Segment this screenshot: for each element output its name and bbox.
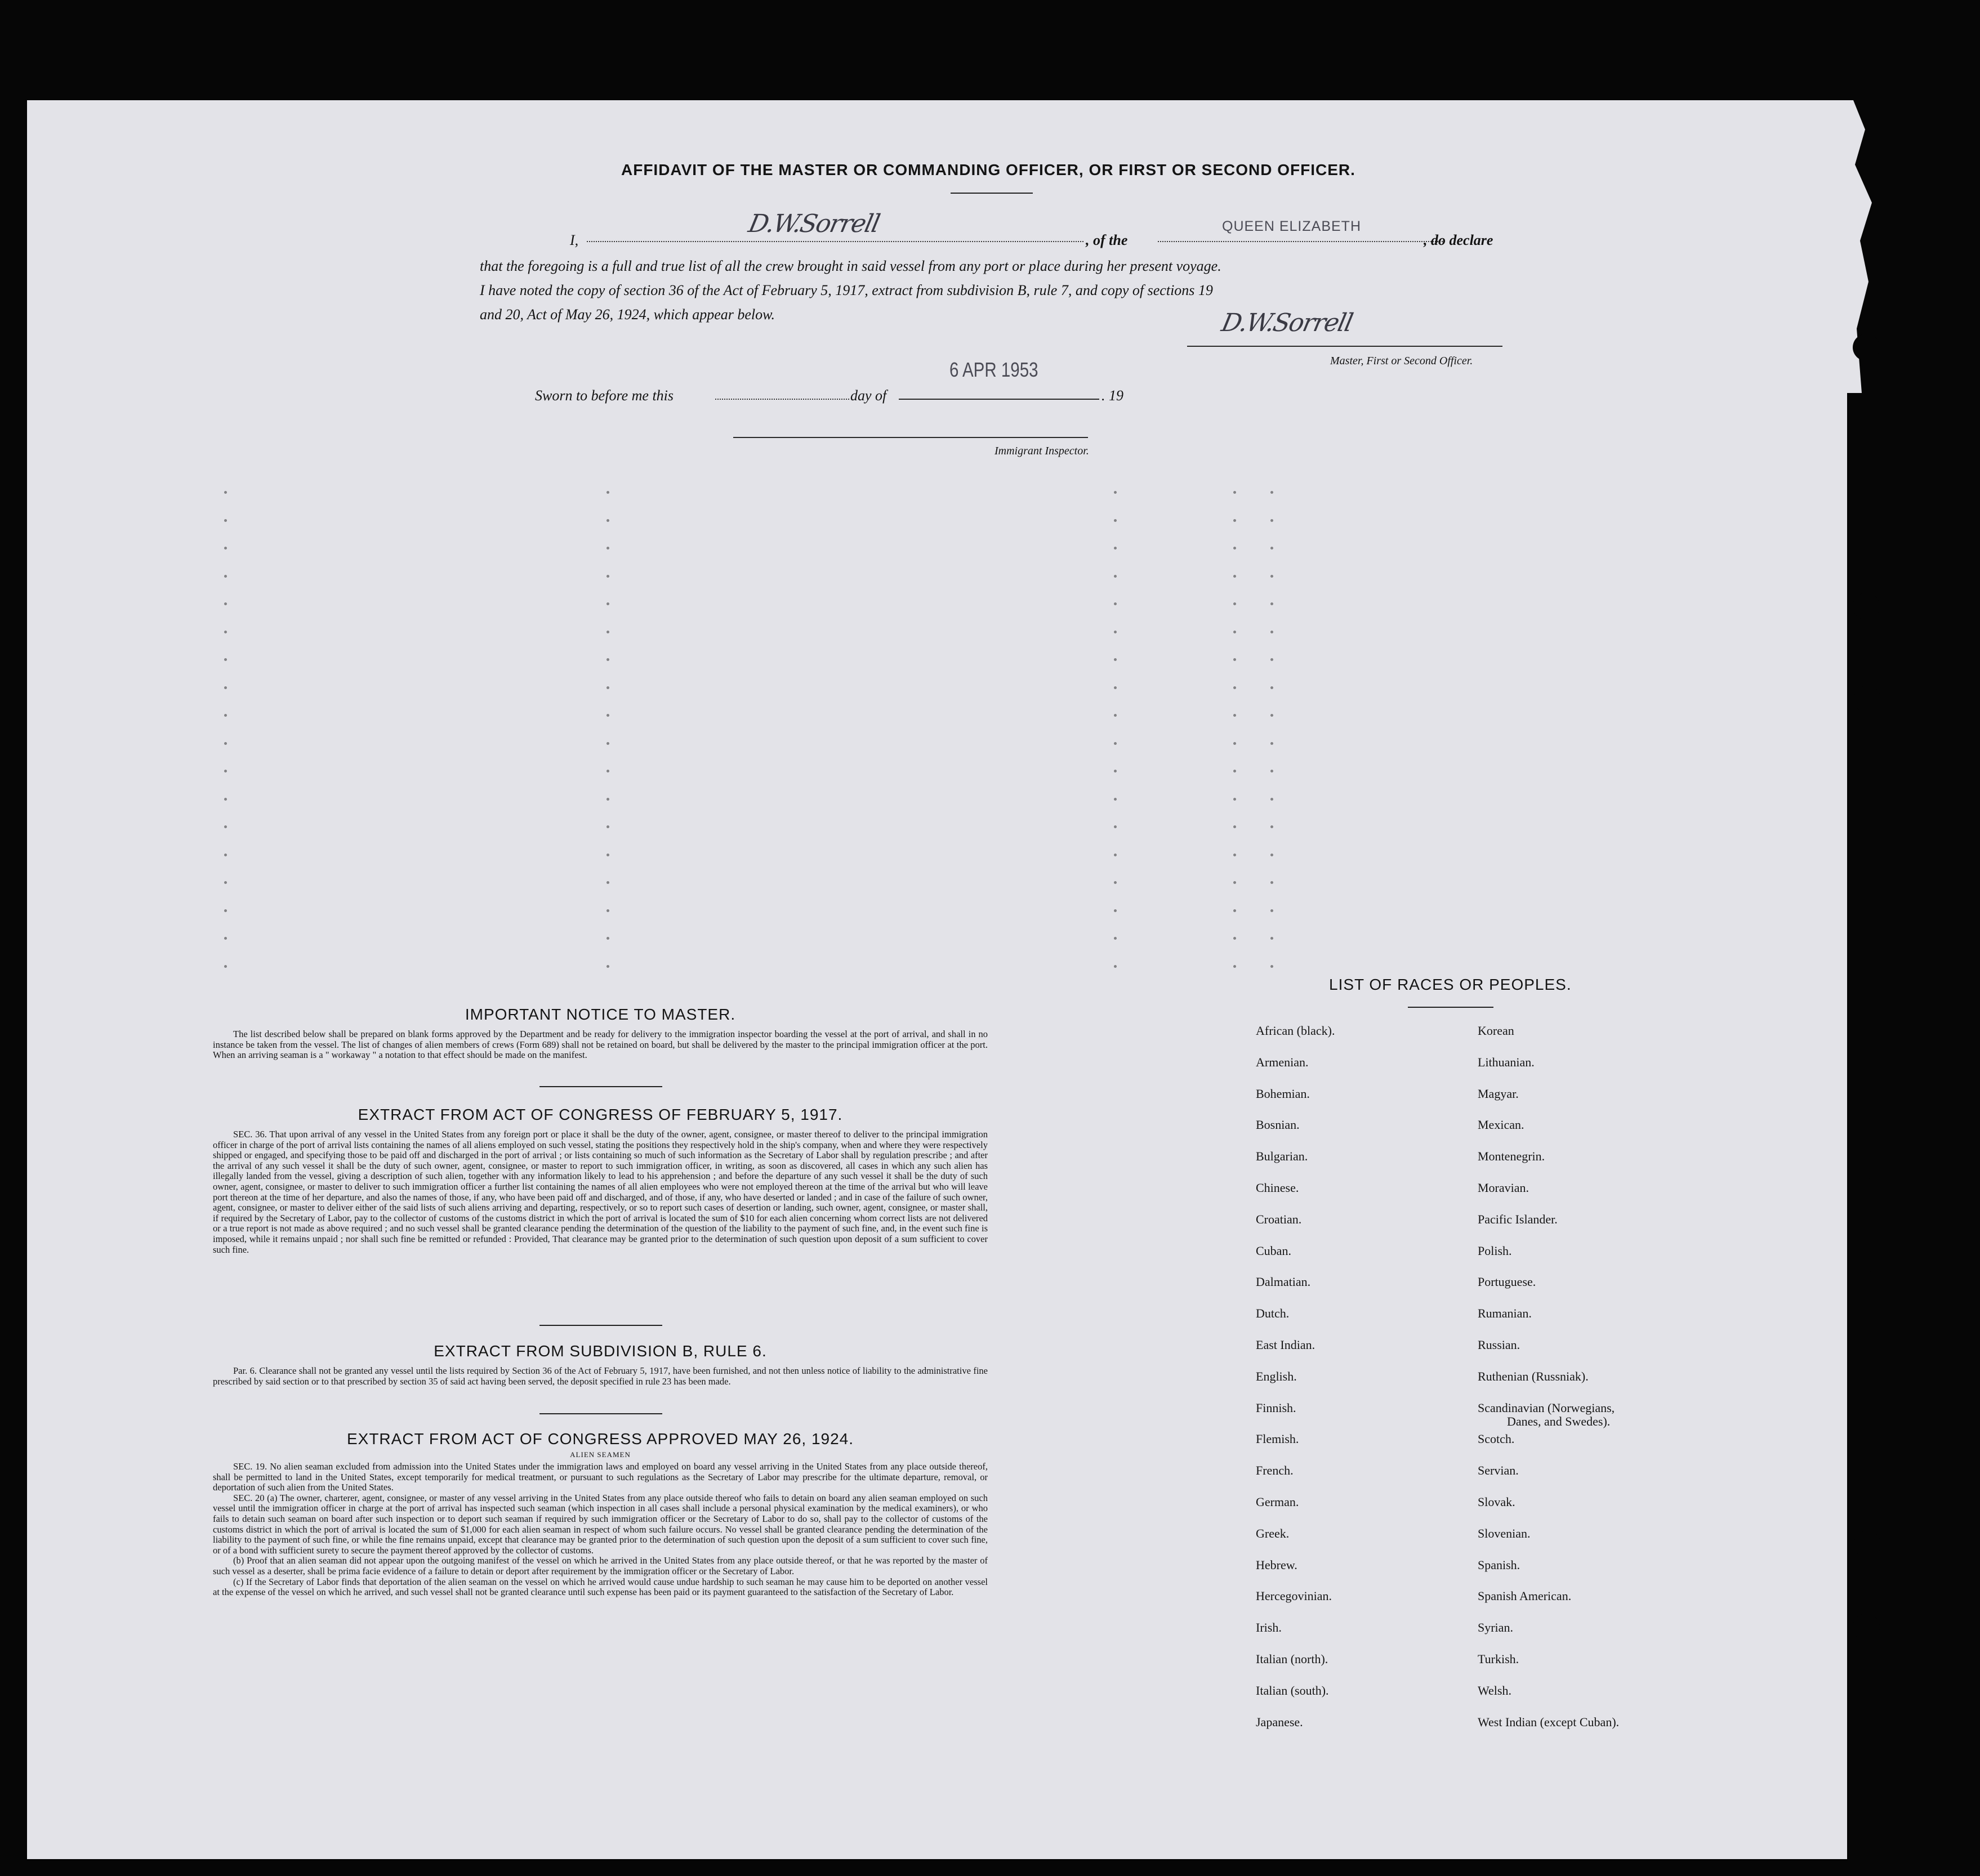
affidavit-line-4: and 20, Act of May 26, 1924, which appear below.: [480, 306, 775, 323]
faint-dot: [1233, 631, 1236, 633]
faint-dot: [1233, 854, 1236, 856]
extract-1917-text: [213, 1129, 988, 1255]
faint-dot: [1233, 798, 1236, 801]
faint-dot: [1233, 547, 1236, 550]
faint-dot: [224, 770, 227, 772]
faint-dot: [1270, 798, 1273, 801]
signature-name: D.W.Sorrell: [746, 209, 882, 238]
sec20b-paragraph: (b) Proof that an alien seaman did not appear upon the outgoing manifest of the vessel on which he arrived in the United States from any place outside thereof, or that he was reported by the master of such vessel as a deserter, shall be prima facie evidence of a failure to detain or deport after requirement by the immigration officer or the Secretary of Labor.: [213, 1555, 988, 1576]
race-item: Pacific Islander.: [1478, 1212, 1558, 1226]
faint-dot: [607, 686, 609, 689]
race-item: German.: [1256, 1495, 1299, 1509]
race-item: Scandinavian (Norwegians,: [1478, 1401, 1615, 1415]
race-item: Scotch.: [1478, 1432, 1515, 1446]
race-item: Turkish.: [1478, 1652, 1519, 1666]
race-item: Ruthenian (Russniak).: [1478, 1369, 1589, 1383]
faint-dot: [1270, 965, 1273, 968]
extract-1924-title: EXTRACT FROM ACT OF CONGRESS APPROVED MAY 26, 1924.: [346, 1430, 854, 1448]
race-item: West Indian (except Cuban).: [1478, 1715, 1620, 1729]
faint-dot: [1233, 825, 1236, 828]
faint-dot: [1233, 658, 1236, 661]
faint-dot: [607, 965, 609, 968]
sec20c-paragraph: (c) If the Secretary of Labor finds that deportation of the alien seaman on the vessel on which he arrived would cause undue hardship to such seaman he may cause him to be deported on another vessel at the expense of the vessel on which he arrived, and such vessel shall not be granted clearance until such expense has been paid or its payment guaranteed to the satisfaction of the Secretary of Labor.: [213, 1576, 988, 1598]
faint-dot: [1233, 909, 1236, 912]
race-item: Finnish.: [1256, 1401, 1296, 1415]
faint-dot: [1114, 770, 1117, 772]
vessel-name: QUEEN ELIZABETH: [1222, 218, 1361, 234]
punch-hole: [1853, 334, 1880, 361]
race-item: Spanish.: [1478, 1558, 1520, 1572]
faint-dot: [224, 686, 227, 689]
faint-dot: [1233, 575, 1236, 578]
faint-dot: [224, 965, 227, 968]
faint-dot: [224, 742, 227, 745]
extract-1917-section: [213, 1106, 988, 1255]
faint-dot: [1233, 770, 1236, 772]
faint-dot: [1270, 854, 1273, 856]
faint-dot: [1114, 854, 1117, 856]
subdivision-section: [213, 1342, 988, 1387]
subdivision-paragraph: Par. 6. Clearance shall not be granted any vessel until the lists required by Section 36 of the Act of February 5, 1917, have been furnished, and not then unless notice of liability to the administrative fine prescribed by said section or to that prescribed by section 35 of said act having been served, the deposit specified in rule 23 has been made.: [213, 1365, 988, 1387]
race-item: Greek.: [1256, 1526, 1290, 1540]
race-item-continuation: Danes, and Swedes).: [1507, 1414, 1611, 1428]
faint-dot: [1270, 937, 1273, 940]
faint-dot: [607, 909, 609, 912]
affidavit-line-2: that the foregoing is a full and true list of all the crew brought in said vessel from any port or place during her present voyage.: [480, 258, 1221, 274]
divider: [539, 1325, 662, 1326]
race-item: Croatian.: [1256, 1212, 1302, 1226]
faint-dot: [1114, 575, 1117, 578]
faint-dot: [224, 547, 227, 550]
faint-dot: [1233, 937, 1236, 940]
faint-dot: [1114, 686, 1117, 689]
faint-dot: [224, 602, 227, 605]
sec20a-paragraph: SEC. 20 (a) The owner, charterer, agent, consignee, or master of any vessel arriving in the United States from any place outside thereof who fails to detain on board any alien seaman employed on such vessel until the immigration officer in charge at the port of arrival has inspected such seaman (which inspection in all cases shall include a personal physical examination by the medical examiners), or who fails to detain such seaman on board after such inspection or to deport such seaman if required by such immigration officer or the Secretary of Labor to do so, shall pay to the collector of customs of the customs district in which the port of arrival is located the sum of $1,000 for each alien seaman in respect of whom such failure occurs. No vessel shall be granted clearance pending the determination of the liability to the payment of such fine, or while the fine remains unpaid, except that clearance may be granted prior to the determination of such question upon the deposit of a sum sufficient to cover such fine, or of a bond with sufficient surety to secure the payment thereof approved by the collector of customs.: [213, 1492, 988, 1556]
race-item: Magyar.: [1478, 1087, 1519, 1101]
faint-dot: [1233, 742, 1236, 745]
notice-paragraph: The list described below shall be prepared on blank forms approved by the Department and be ready for delivery to the immigration inspector boarding the vessel at the port of arrival, and shall in no instance be taken from the vessel. The list of changes of alien members of crews (Form 689) shall not be retained on board, but shall be delivered by the master to the principal immigration officer at the port. When an arriving seaman is a " workaway " a notation to that effect should be made on the manifest.: [213, 1029, 988, 1061]
faint-dot: [1270, 658, 1273, 661]
faint-dot: [1270, 686, 1273, 689]
race-item: Portuguese.: [1478, 1275, 1536, 1289]
master-signature: D.W.Sorrell: [1219, 309, 1355, 337]
faint-dot: [224, 937, 227, 940]
of-the-label: , of the: [1086, 232, 1128, 248]
faint-dot: [1114, 714, 1117, 717]
race-item: African (black).: [1256, 1024, 1335, 1038]
faint-dot: [224, 714, 227, 717]
subdivision-text: [213, 1366, 988, 1387]
sworn-day-line: [715, 399, 849, 400]
faint-dot: [1114, 602, 1117, 605]
faint-dot: [1270, 742, 1273, 745]
faint-dot: [1270, 491, 1273, 494]
races-title: LIST OF RACES OR PEOPLES.: [1329, 976, 1572, 993]
faint-dot: [1233, 602, 1236, 605]
name-line: [587, 241, 1083, 242]
punch-hole: [1853, 593, 1880, 620]
faint-dot: [224, 909, 227, 912]
race-item: Rumanian.: [1478, 1306, 1532, 1320]
divider: [539, 1413, 662, 1414]
faint-dot: [607, 854, 609, 856]
extract-1924-subtitle: ALIEN SEAMEN: [570, 1450, 631, 1459]
race-item: Russian.: [1478, 1338, 1520, 1352]
punch-hole: [1854, 686, 1881, 713]
race-item: Dutch.: [1256, 1306, 1290, 1320]
faint-dot: [1270, 909, 1273, 912]
faint-dot: [1114, 491, 1117, 494]
faint-dot: [224, 575, 227, 578]
faint-dot: [1270, 714, 1273, 717]
faint-dot: [1114, 631, 1117, 633]
faint-dot: [1114, 965, 1117, 968]
race-item: Irish.: [1256, 1620, 1282, 1634]
sec19-paragraph: SEC. 19. No alien seaman excluded from admission into the United States under the immigration laws and employed on board any vessel arriving in the United States from any place outside thereof, shall be permitted to land in the United States, except temporarily for medical treatment, or pursuant to such regulations as the Secretary of Labor may prescribe for the ultimate departure, removal, or deportation of such alien from the United States.: [213, 1461, 988, 1493]
race-item: Hercegovinian.: [1256, 1589, 1332, 1603]
date-stamp: 6 APR 1953: [949, 358, 1038, 381]
punch-hole: [1853, 1614, 1880, 1641]
race-item: Syrian.: [1478, 1620, 1513, 1634]
faint-dot: [1114, 825, 1117, 828]
punch-hole: [1862, 1271, 1889, 1298]
faint-dot: [224, 854, 227, 856]
affidavit-title: AFFIDAVIT OF THE MASTER OR COMMANDING OFFICER, OR FIRST OR SECOND OFFICER.: [621, 161, 1355, 178]
nineteen-label: . 19: [1102, 387, 1123, 404]
faint-dot: [1270, 631, 1273, 633]
race-item: English.: [1256, 1369, 1297, 1383]
faint-dot: [607, 491, 609, 494]
punch-hole: [1854, 1531, 1881, 1558]
race-item: Italian (north).: [1256, 1652, 1328, 1666]
faint-dot: [224, 491, 227, 494]
extract-1924-text: [213, 1462, 988, 1598]
sworn-prefix: Sworn to before me this: [535, 387, 674, 404]
faint-dot: [1114, 547, 1117, 550]
faint-dot: [607, 547, 609, 550]
faint-dot: [1270, 881, 1273, 884]
faint-dot: [607, 575, 609, 578]
faint-dot: [1233, 686, 1236, 689]
race-item: Bulgarian.: [1256, 1149, 1308, 1163]
master-caption: Master, First or Second Officer.: [1330, 355, 1473, 367]
race-item: Welsh.: [1478, 1683, 1511, 1698]
inspector-line: [733, 437, 1088, 438]
race-item: Bosnian.: [1256, 1118, 1300, 1132]
faint-dot: [1233, 491, 1236, 494]
notice-section: [213, 1006, 988, 1061]
punch-hole: [1861, 1178, 1888, 1205]
faint-dot: [1233, 881, 1236, 884]
race-item: Slovenian.: [1478, 1526, 1531, 1540]
faint-dot: [224, 881, 227, 884]
vessel-line: [1158, 241, 1443, 242]
faint-dot: [1114, 742, 1117, 745]
race-item: Montenegrin.: [1478, 1149, 1545, 1163]
sworn-month-line: [899, 399, 1099, 400]
extract-1917-paragraph: SEC. 36. That upon arrival of any vessel in the United States from any foreign port or place it shall be the duty of the owner, agent, consignee, or master thereof to deliver to the principal immigration officer in charge of the port of arrival lists containing the names of all aliens employed on such vessel, stating the positions they respectively hold in the ship's company, when and where they were respectively shipped or engaged, and specifying those to be paid off and discharged in the port of arrival ; or lists containing so much of such information as the Secretary of Labor shall by regulation prescribe ; and after the arrival of any such vessel it shall be the duty of such owner, agent, consignee, or master to report to such immigration officer, in writing, as soon as discovered, all cases in which any such alien has illegally landed from the vessel, giving a description of such alien, together with any information likely to lead to his apprehension ; and before the departure of any such vessel it shall be the duty of such owner, agent, consignee, or master to deliver to such immigration officer a further list containing the names of all alien employees who were not employed thereon at the time of the arrival but who will leave port thereon at the time of her departure, and also the names of those, if any, who have been paid off and discharged, and of those, if any, who have deserted or landed ; and in case of the failure of such owner, agent, consignee, or master to deliver either of the said lists of such aliens arriving and departing, respectively, or so to report such cases of desertion or landing, such owner, agent, consignee, or master shall, if required by the Secretary of Labor, pay to the collector of customs of the customs district in which the port of arrival is located the sum of $10 for each alien concerning whom correct lists are not delivered or a true report is not made as above required ; and no such vessel shall be granted clearance pending the determination of the question of the liability to the payment of such fine, and, in the event such fine is imposed, while it remains unpaid ; nor shall such fine be remitted or refunded : Provided, That clearance may be granted prior to the determination of such question upon deposit of a sum sufficient to cover such fine.: [213, 1129, 988, 1255]
race-item: Cuban.: [1256, 1244, 1291, 1258]
race-item: Hebrew.: [1256, 1558, 1297, 1572]
faint-dot: [607, 714, 609, 717]
faint-dot: [1270, 602, 1273, 605]
faint-dot: [607, 798, 609, 801]
faint-dot: [607, 519, 609, 522]
races-title-rule: [1408, 1007, 1493, 1008]
faint-dot: [1270, 519, 1273, 522]
master-signature-line: [1187, 346, 1502, 347]
faint-dot: [1233, 965, 1236, 968]
extract-1917-title: EXTRACT FROM ACT OF CONGRESS OF FEBRUARY 5, 1917.: [358, 1106, 843, 1123]
faint-dot: [224, 798, 227, 801]
faint-dot: [1270, 770, 1273, 772]
day-of-label: day of: [850, 387, 887, 404]
race-item: Chinese.: [1256, 1181, 1299, 1195]
faint-dot: [607, 631, 609, 633]
faint-dot: [1270, 547, 1273, 550]
faint-dot: [607, 658, 609, 661]
race-item: Moravian.: [1478, 1181, 1529, 1195]
faint-dot: [224, 825, 227, 828]
race-item: Lithuanian.: [1478, 1055, 1535, 1069]
extract-1924-section: [213, 1430, 988, 1598]
faint-dot: [607, 742, 609, 745]
notice-title: IMPORTANT NOTICE TO MASTER.: [465, 1006, 736, 1023]
faint-dot: [607, 602, 609, 605]
notice-text: [213, 1029, 988, 1061]
faint-dot: [1114, 658, 1117, 661]
faint-dot: [1114, 798, 1117, 801]
race-item: French.: [1256, 1463, 1294, 1477]
faint-dot: [1114, 909, 1117, 912]
race-item: Polish.: [1478, 1244, 1512, 1258]
race-item: Japanese.: [1256, 1715, 1303, 1729]
race-item: Dalmatian.: [1256, 1275, 1311, 1289]
faint-dot: [224, 631, 227, 633]
faint-dot: [1270, 825, 1273, 828]
faint-dot: [1114, 937, 1117, 940]
race-item: Flemish.: [1256, 1432, 1299, 1446]
race-item: Italian (south).: [1256, 1683, 1329, 1698]
race-item: Korean: [1478, 1024, 1514, 1038]
faint-dot: [1114, 519, 1117, 522]
faint-dot: [1233, 714, 1236, 717]
race-item: Slovak.: [1478, 1495, 1515, 1509]
race-item: Servian.: [1478, 1463, 1519, 1477]
inspector-caption: Immigrant Inspector.: [995, 445, 1089, 457]
faint-dot: [224, 658, 227, 661]
faint-dot: [1233, 519, 1236, 522]
faint-dot: [607, 770, 609, 772]
race-item: Armenian.: [1256, 1055, 1309, 1069]
faint-dot: [607, 937, 609, 940]
faint-dot: [607, 881, 609, 884]
do-declare-label: , do declare: [1424, 232, 1493, 248]
race-item: Spanish American.: [1478, 1589, 1572, 1603]
race-item: East Indian.: [1256, 1338, 1315, 1352]
faint-dot: [1114, 881, 1117, 884]
faint-dot: [224, 519, 227, 522]
affidavit-i: I,: [570, 232, 579, 248]
title-rule: [951, 193, 1033, 194]
race-item: Bohemian.: [1256, 1087, 1310, 1101]
affidavit-line-3: I have noted the copy of section 36 of the Act of February 5, 1917, extract from subdivision B, rule 7, and copy of sections 19: [480, 282, 1213, 298]
faint-dot: [607, 825, 609, 828]
divider: [539, 1086, 662, 1087]
subdivision-title: EXTRACT FROM SUBDIVISION B, RULE 6.: [434, 1342, 767, 1360]
race-item: Mexican.: [1478, 1118, 1524, 1132]
faint-dot: [1270, 575, 1273, 578]
